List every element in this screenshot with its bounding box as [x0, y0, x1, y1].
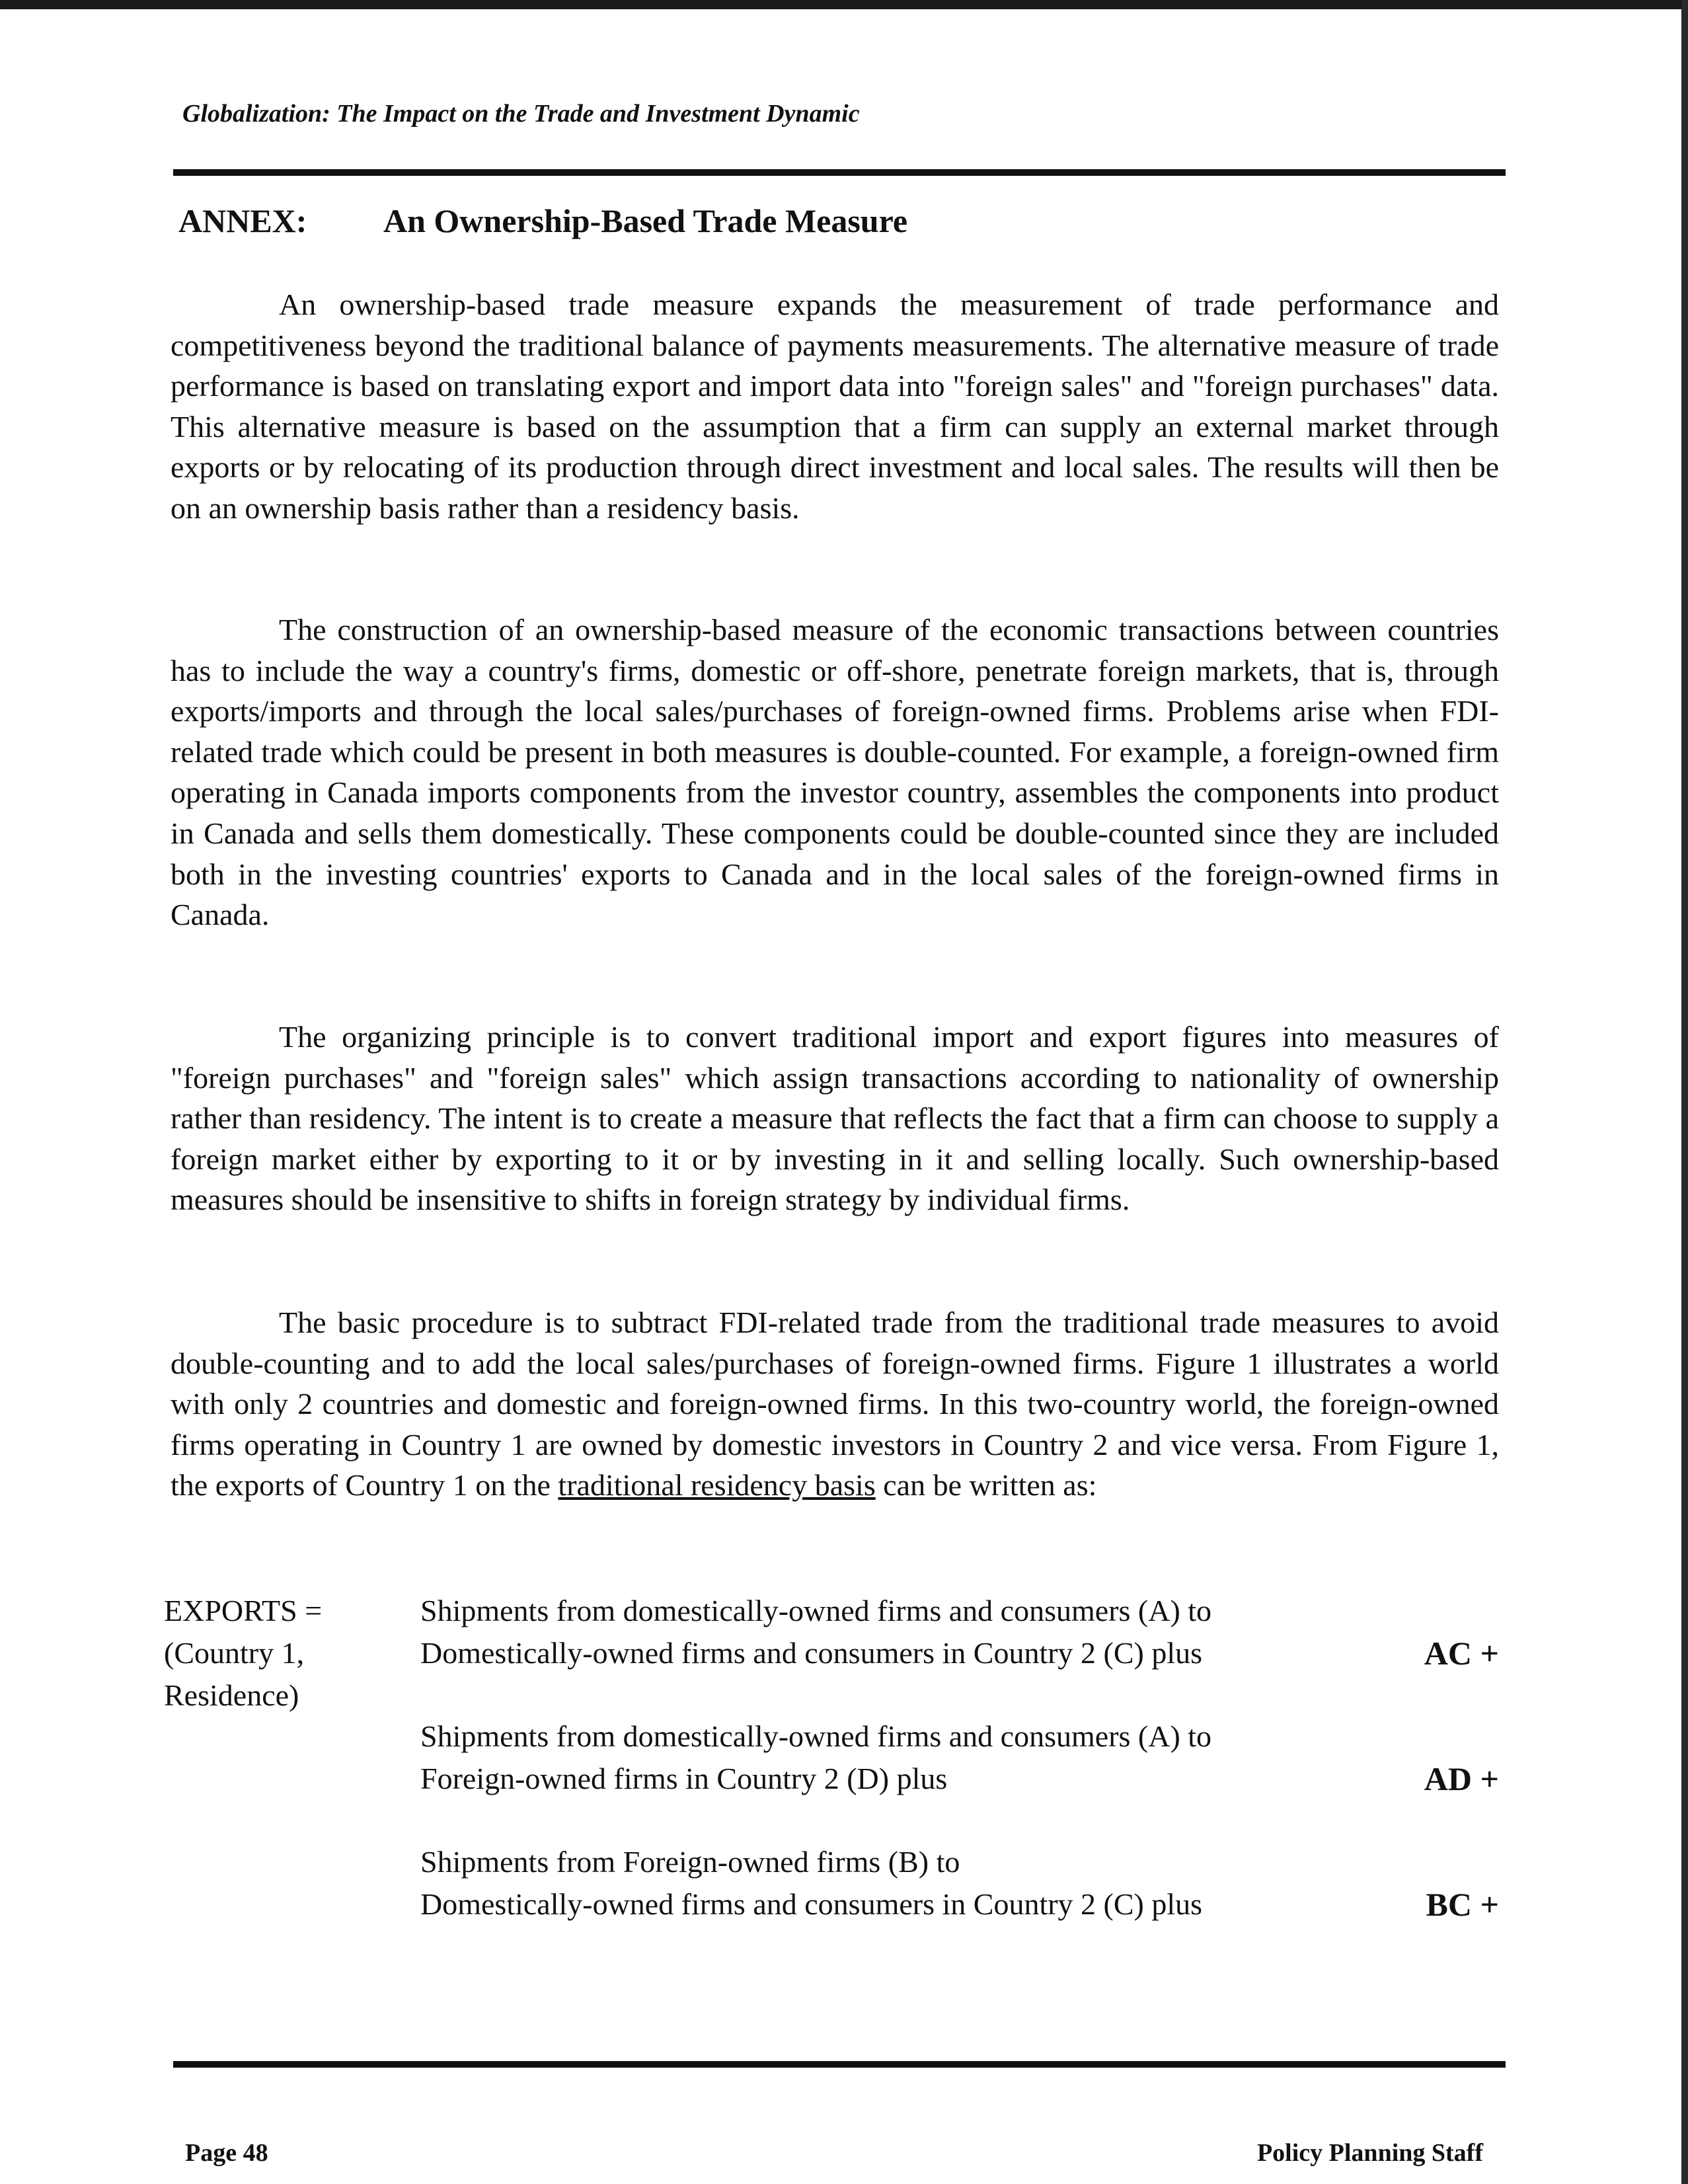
formula-lhs-line-3: Residence): [164, 1678, 299, 1712]
term-line-2: Foreign-owned firms in Country 2 (D) plus: [420, 1762, 948, 1795]
formula-lhs: [164, 1590, 402, 1717]
term-line-1: Shipments from Foreign-owned firms (B) to: [420, 1845, 960, 1879]
underlined-term: traditional residency basis: [558, 1468, 876, 1502]
paragraph-4: [171, 1302, 1499, 1506]
term-code: BC +: [1426, 1886, 1499, 1923]
term-code: AC +: [1424, 1635, 1499, 1672]
term-code: AD +: [1424, 1760, 1499, 1797]
paragraph-4-text-before: The basic procedure is to subtract FDI-related trade from the traditional trade measures to avoid double-counting and to add the local sales/purchases of foreign-owned firms. Figure 1 illustrates a world with only 2 countries and domestic and foreign-owned firms. In this two-country world, the foreign-owned firms operating in Country 1 are owned by domestic investors in Country 2 and vice versa. From Figure 1, the exports of Country 1 on the: [171, 1306, 1499, 1502]
page-number: Page 48: [185, 2139, 268, 2167]
paragraph-3: The organizing principle is to convert traditional import and export figures into measures of "foreign purchases" and "foreign sales" which assign transactions according to nationality of ownership rather than residency. The intent is to create a measure that reflects the fact that a firm can choose to supply a foreign market either by exporting to it or by investing in it and selling locally. Such ownership-based measures should be insensitive to shifts in foreign strategy by individual firms.: [171, 1020, 1499, 1217]
paragraph-4-text-after: can be written as:: [875, 1468, 1097, 1502]
annex-heading: [178, 202, 907, 240]
paragraph-1: An ownership-based trade measure expands the measurement of trade performance and competitiveness beyond the traditional balance of payments measurements. The alternative measure of trade performance is based on translating export and import data into "foreign sales" and "foreign purchases" data. This alternative measure is based on the assumption that a firm can supply an external market through exports or by relocating of its production through direct investment and local sales. The results will then be on an ownership basis rather than a residency basis.: [171, 288, 1499, 525]
scan-border-top: [0, 0, 1688, 9]
running-header: Globalization: The Impact on the Trade and Investment Dynamic: [182, 100, 860, 128]
scan-border-right: [1681, 0, 1688, 2184]
formula-lhs-line-1: EXPORTS =: [164, 1594, 323, 1627]
annex-title: An Ownership-Based Trade Measure: [383, 202, 908, 239]
header-rule: [173, 169, 1506, 176]
term-description: [420, 1841, 1346, 1926]
term-description: [420, 1715, 1346, 1800]
term-line-1: Shipments from domestically-owned firms and consumers (A) to: [420, 1594, 1212, 1627]
annex-label: ANNEX:: [178, 202, 307, 239]
term-description: [420, 1590, 1346, 1674]
formula-lhs-line-2: (Country 1,: [164, 1636, 305, 1670]
term-line-2: Domestically-owned firms and consumers in Country 2 (C) plus: [420, 1887, 1203, 1921]
footer-organization: Policy Planning Staff: [1256, 2139, 1483, 2167]
term-line-2: Domestically-owned firms and consumers in Country 2 (C) plus: [420, 1636, 1203, 1670]
footer-rule: [173, 2061, 1506, 2068]
term-line-1: Shipments from domestically-owned firms and consumers (A) to: [420, 1719, 1212, 1753]
paragraph-2: The construction of an ownership-based measure of the economic transactions between countries has to include the way a country's firms, domestic or off-shore, penetrate foreign markets, that is, through exports/imports and through the local sales/purchases of foreign-owned firms. Problems arise when FDI-related trade which could be present in both measures is double-counted. For example, a foreign-owned firm operating in Canada imports components from the investor country, assembles the components into product in Canada and sells them domestically. These components could be double-counted since they are included both in the investing countries' exports to Canada and in the local sales of the foreign-owned firms in Canada.: [171, 613, 1499, 932]
